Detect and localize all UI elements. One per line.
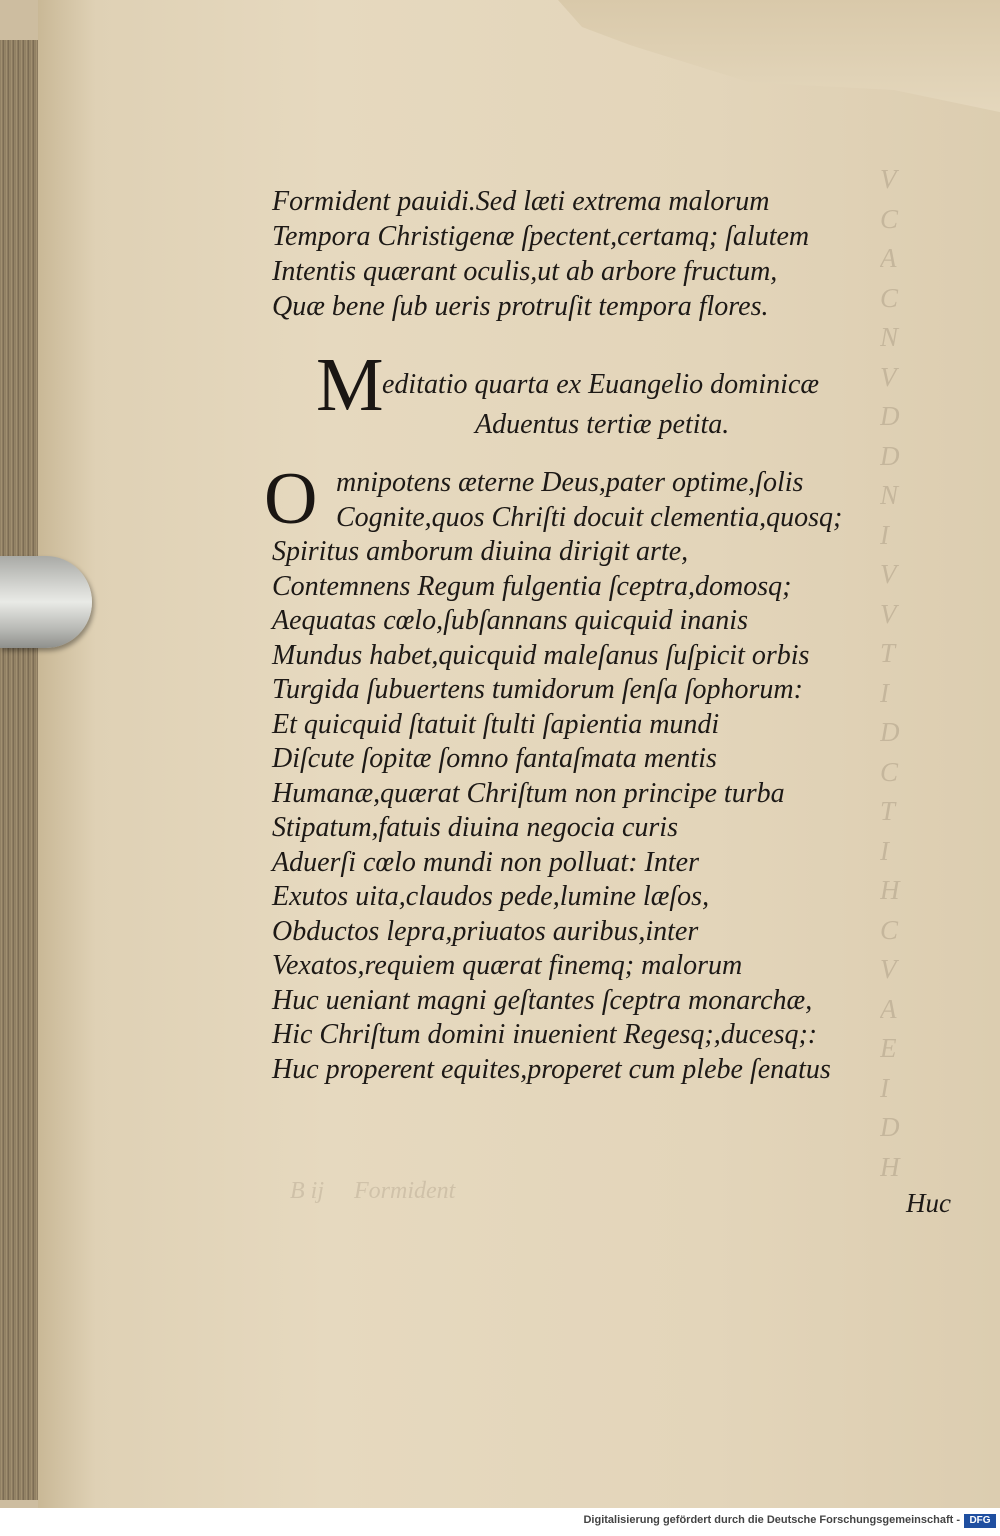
poem-body <box>264 458 912 1087</box>
verse-line: Huc ueniant magni geſtantes ſceptra monarchæ, <box>272 984 813 1016</box>
heading-initial: M <box>316 343 384 427</box>
opening-verses <box>272 184 912 324</box>
dfg-logo: DFG <box>964 1514 996 1528</box>
verse-line: Humanæ,quærat Chriſtum non principe turba <box>272 777 785 809</box>
section-heading <box>272 343 912 446</box>
verse-line: Et quicquid ſtatuit ſtulti ſapientia mundi <box>272 708 720 740</box>
page-tear <box>558 0 1000 150</box>
catchword: Huc <box>906 1188 951 1218</box>
show-through-text: V C A C N V D D N I V V T I D C T I H C V A E I D H <box>880 164 900 1182</box>
heading-line: Aduentus tertiæ petita. <box>475 409 730 440</box>
verse-line: Formident pauidi.Sed læti extrema malorum <box>272 186 770 217</box>
text-block <box>264 184 912 1087</box>
verse-line: Turgida ſubuertens tumidorum ſenſa ſophorum: <box>272 674 803 705</box>
poem-initial: O <box>264 458 318 540</box>
verse-line: Diſcute ſopitæ ſomno fantaſmata mentis <box>272 743 717 774</box>
book-fore-edge <box>0 40 40 1500</box>
verse-line: Obductos lepra,priuatos auribus,inter <box>272 915 699 947</box>
verse-line: Hic Chriſtum domini inuenient Regesq;,ducesq;: <box>272 1019 818 1050</box>
verse-line: Mundus habet,quicquid maleſanus ſuſpicit orbis <box>272 639 810 671</box>
digitization-footer <box>0 1508 1000 1536</box>
page-clip <box>0 556 92 648</box>
verse-line: Tempora Christigenæ ſpectent,certamq; ſalutem <box>272 221 810 252</box>
verse-line: Aduerſi cœlo mundi non polluat: Inter <box>272 846 699 878</box>
verse-line: Contemnens Regum fulgentia ſceptra,domosq; <box>272 570 792 602</box>
show-through-signature: B ij Formident <box>290 1178 456 1204</box>
footer-credit: Digitalisierung gefördert durch die Deutsche Forschungsgemeinschaft - <box>583 1514 960 1526</box>
verse-line: Cognite,quos Chriſti docuit clementia,quosq; <box>336 501 843 533</box>
verse-line: Intentis quærant oculis,ut ab arbore fructum, <box>272 256 778 287</box>
verse-line: Exutos uita,claudos pede,lumine læſos, <box>272 881 710 912</box>
verse-line: mnipotens æterne Deus,pater optime,ſolis <box>336 467 804 498</box>
verse-line: Spiritus amborum diuina dirigit arte, <box>272 536 689 567</box>
verse-line: Quæ bene ſub ueris protruſit tempora flores. <box>272 291 769 322</box>
verse-line: Huc properent equites,properet cum plebe ſenatus <box>272 1053 831 1085</box>
verse-line: Stipatum,fatuis diuina negocia curis <box>272 812 678 843</box>
verse-line: Vexatos,requiem quærat finemq; malorum <box>272 950 743 981</box>
verse-line: Aequatas cœlo,ſubſannans quicquid inanis <box>272 605 748 636</box>
heading-line: editatio quarta ex Euangelio dominicæ <box>382 369 820 400</box>
